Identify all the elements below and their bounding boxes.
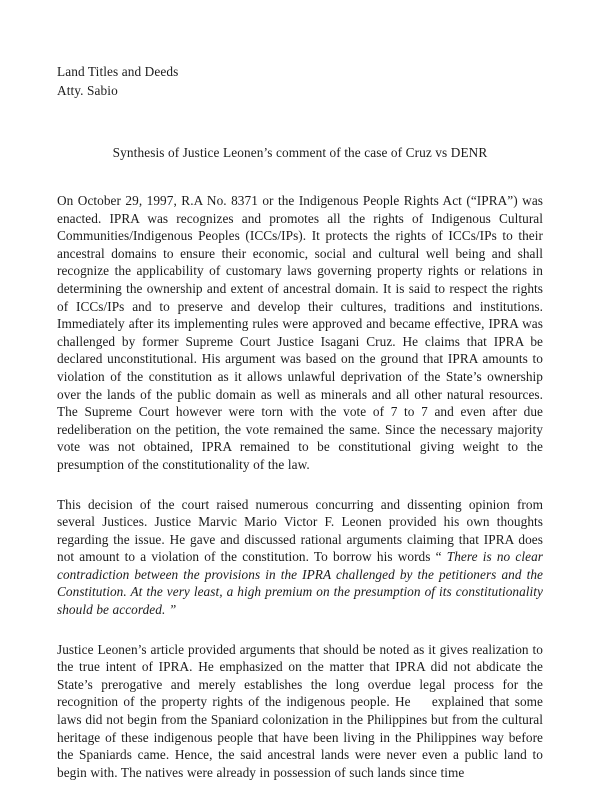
course-title-line: Land Titles and Deeds: [57, 64, 179, 79]
document-text-block: [57, 0, 543, 795]
paragraph-one: On October 29, 1997, R.A No. 8371 or the Indigenous People Rights Act (“IPRA”) was enacted. IPRA was recognizes and promotes all the rights of Indigenous Cultural Communities/Indigenous Peoples (ICCs/IPs). It protects the rights of ICCs/IPs to their ancestral domains to ensure their economic, social and cultural well being and shall recognize the applicability of customary laws governing property rights or relations in determining the ownership and extent of ancestral domain. It is said to respect the rights of ICCs/IPs and to preserve and develop their cultures, traditions and institutions. Immediately after its implementing rules were approved and became effective, IPRA was challenged by former Supreme Court Justice Isagani Cruz. He claims that IPRA be declared unconstitutional. His argument was based on the ground that IPRA amounts to violation of the constitution as it allows unlawful deprivation of the State’s ownership over the lands of the public domain as well as minerals and all other natural resources. The Supreme Court however were torn with the vote of 7 to 7 and even after due redeliberation on the petition, the vote remained the same. Since the necessary majority vote was not obtained, IPRA remained to be constitutional giving weight to the presumption of the constitutionality of the law.: [57, 193, 543, 472]
professor-name-line: Atty. Sabio: [57, 83, 118, 98]
paragraph-three-spacing-gap: [411, 694, 432, 709]
page-title: Synthesis of Justice Leonen’s comment of the case of Cruz vs DENR: [112, 145, 488, 160]
quotation-closing-mark: ”: [165, 602, 177, 618]
leonen-quotation: There is no clear contradiction between the provisions in the IPRA challenged by the petitioners and the Constitution. At the very least, a high premium on the presumption of its constitutionality should be accorded.: [57, 549, 543, 618]
paragraph-three-second-half: explained that some laws did not begin from the Spaniard colonization in the Philippines but from the cultural heritage of these indigenous people that have been living in the Philippines way before the Spaniards came. Hence, the said ancestral lands were never even a public land to begin with. The natives were already in possession of such lands since time: [57, 694, 543, 780]
paragraph-two: [57, 496, 543, 619]
document-heading: [57, 62, 543, 100]
paragraph-two-intro: This decision of the court raised numerous concurring and dissenting opinion from several Justices. Justice Marvic Mario Victor F. Leonen provided his own thoughts regarding the issue. He gave and discussed rational arguments claiming that IPRA does not amount to a violation of the constitution. To borrow his words “: [57, 496, 543, 565]
paragraph-three-first-half: Justice Leonen’s article provided arguments that should be noted as it gives realization to the true intent of IPRA. He emphasized on the matter that IPRA did not abdicate the State’s prerogative and merely establishes the long overdue legal process for the recognition of the property rights of the indigenous people. He: [57, 641, 543, 710]
paragraph-three: [57, 641, 543, 782]
